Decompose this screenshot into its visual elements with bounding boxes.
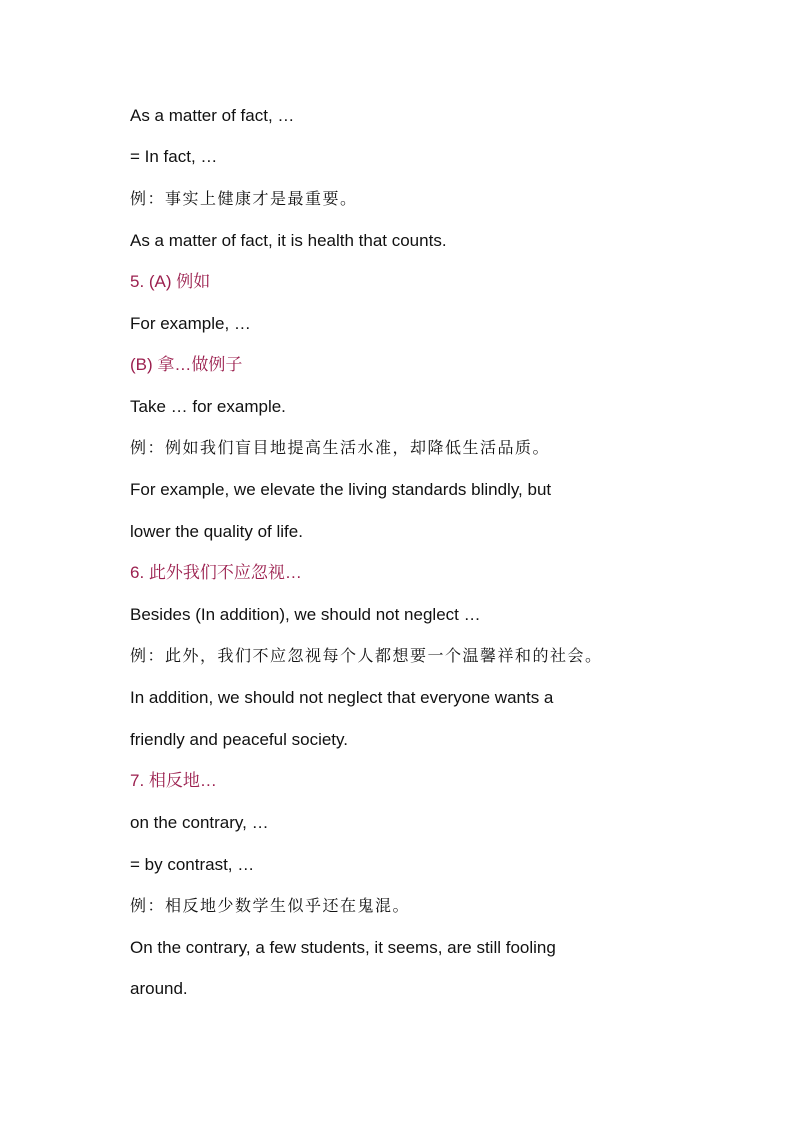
example-english-society-line-1: In addition, we should not neglect that everyone wants a [130, 688, 554, 707]
section-heading-5b: (B) 拿…做例子 [130, 355, 243, 374]
phrase-for-example: For example, … [130, 314, 251, 333]
example-english-living-standards-line-1: For example, we elevate the living standards blindly, but [130, 480, 552, 499]
example-chinese-society: 例：此外，我们不应忽视每个人都想要一个温馨祥和的社会。 [130, 646, 603, 665]
example-chinese-students: 例：相反地少数学生似乎还在鬼混。 [130, 896, 411, 915]
example-english-living-standards-line-2: lower the quality of life. [130, 522, 303, 541]
phrase-on-the-contrary: on the contrary, … [130, 813, 269, 832]
example-english-health: As a matter of fact, it is health that counts. [130, 231, 447, 250]
phrase-in-fact: = In fact, … [130, 147, 218, 166]
example-english-students-line-1: On the contrary, a few students, it seems, are still fooling [130, 938, 556, 957]
phrase-by-contrast: = by contrast, … [130, 855, 255, 874]
phrase-besides-in-addition: Besides (In addition), we should not neglect … [130, 605, 481, 624]
example-chinese-health: 例：事实上健康才是最重要。 [130, 189, 358, 208]
phrase-as-a-matter-of-fact: As a matter of fact, … [130, 106, 295, 125]
section-heading-6: 6. 此外我们不应忽视… [130, 563, 302, 582]
example-english-society-line-2: friendly and peaceful society. [130, 730, 348, 749]
section-heading-7: 7. 相反地… [130, 771, 217, 790]
phrase-take-for-example: Take … for example. [130, 397, 286, 416]
section-heading-5a: 5. (A) 例如 [130, 272, 211, 291]
example-chinese-living-standards: 例：例如我们盲目地提高生活水准，却降低生活品质。 [130, 438, 551, 457]
example-english-students-line-2: around. [130, 979, 188, 998]
